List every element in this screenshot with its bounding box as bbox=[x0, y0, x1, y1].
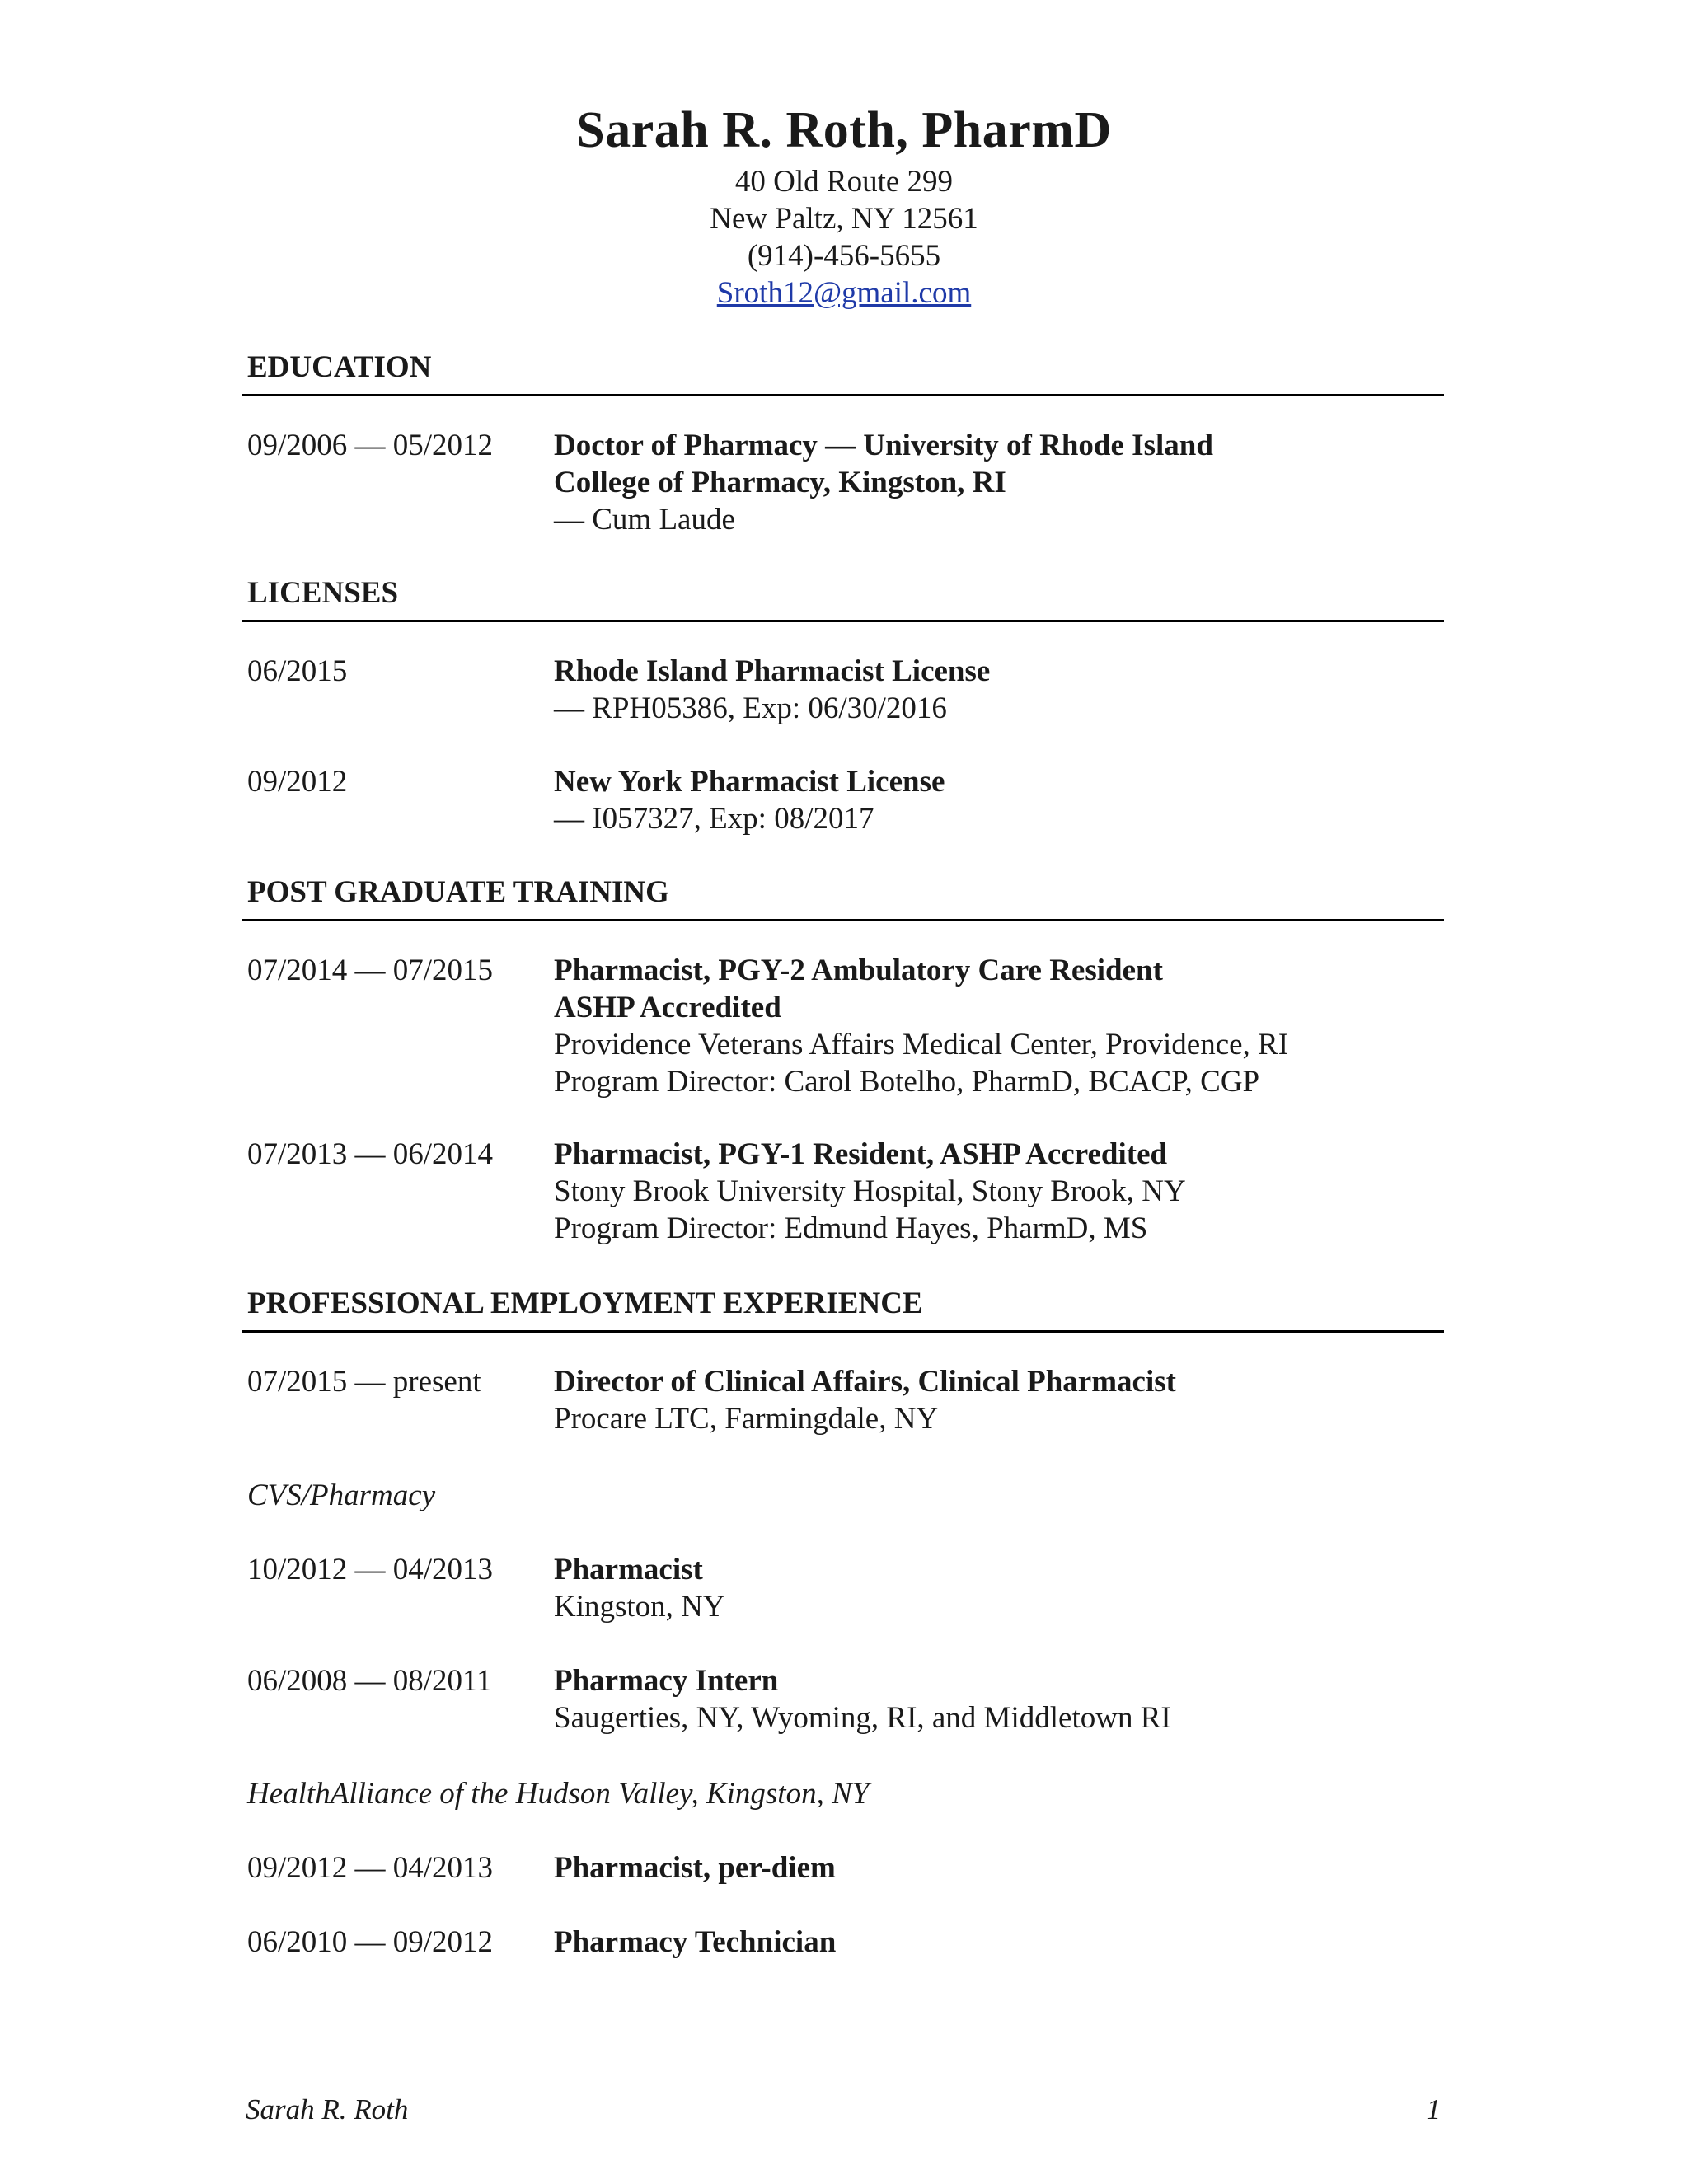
location: Saugerties, NY, Wyoming, RI, and Middletown RI bbox=[554, 1701, 1171, 1735]
entry-details bbox=[554, 1363, 1444, 1437]
entry-dates: 07/2015 — present bbox=[247, 1365, 481, 1399]
address-line-1: 40 Old Route 299 bbox=[734, 165, 954, 199]
location: Providence Veterans Affairs Medical Center, Providence, RI bbox=[554, 1028, 1289, 1062]
position-title: Pharmacist, PGY-2 Ambulatory Care Resident bbox=[554, 954, 1163, 987]
licenses-section bbox=[246, 575, 1441, 612]
entry-dates: 09/2006 — 05/2012 bbox=[247, 429, 494, 462]
resume-header bbox=[0, 97, 1688, 312]
section-title-training: POST GRADUATE TRAINING bbox=[247, 875, 669, 909]
entry-details bbox=[554, 427, 1444, 538]
phone-number: (914)-456-5655 bbox=[747, 239, 941, 273]
entry-details bbox=[554, 1662, 1444, 1736]
entry-dates: 06/2010 — 09/2012 bbox=[247, 1925, 494, 1959]
entry-details bbox=[554, 1551, 1444, 1625]
entry-dates: 07/2013 — 06/2014 bbox=[247, 1137, 494, 1171]
employment-section bbox=[246, 1286, 1441, 1322]
license-title: New York Pharmacist License bbox=[554, 765, 945, 799]
license-number: — I057327, Exp: 08/2017 bbox=[554, 802, 874, 836]
entry-dates: 06/2008 — 08/2011 bbox=[247, 1664, 492, 1698]
section-divider bbox=[242, 919, 1444, 921]
degree-title: Doctor of Pharmacy — University of Rhode Island bbox=[554, 429, 1213, 462]
position-title: Pharmacy Technician bbox=[554, 1925, 837, 1959]
section-title-licenses: LICENSES bbox=[247, 576, 399, 610]
entry-details bbox=[554, 1849, 1444, 1886]
section-title-employment: PROFESSIONAL EMPLOYMENT EXPERIENCE bbox=[247, 1286, 923, 1320]
position-title: Director of Clinical Affairs, Clinical Pharmacist bbox=[554, 1365, 1176, 1399]
page-number: 1 bbox=[1426, 2093, 1441, 2125]
location: Stony Brook University Hospital, Stony Brook, NY bbox=[554, 1174, 1186, 1208]
entry-dates: 06/2015 bbox=[247, 654, 348, 688]
position-title: Pharmacist, PGY-1 Resident, ASHP Accredited bbox=[554, 1137, 1168, 1171]
candidate-name: Sarah R. Roth, PharmD bbox=[576, 102, 1112, 158]
position-title: Pharmacist bbox=[554, 1553, 703, 1586]
education-section bbox=[246, 349, 1441, 386]
license-title: Rhode Island Pharmacist License bbox=[554, 654, 991, 688]
footer-author: Sarah R. Roth bbox=[246, 2093, 409, 2125]
accreditation: ASHP Accredited bbox=[554, 991, 781, 1024]
section-title-education: EDUCATION bbox=[247, 350, 432, 384]
position-title: Pharmacy Intern bbox=[554, 1664, 779, 1698]
program-director: Program Director: Edmund Hayes, PharmD, MS bbox=[554, 1212, 1148, 1245]
position-title: Pharmacist, per-diem bbox=[554, 1851, 836, 1885]
entry-dates: 10/2012 — 04/2013 bbox=[247, 1553, 494, 1586]
honors: — Cum Laude bbox=[554, 503, 735, 537]
program-director: Program Director: Carol Botelho, PharmD, BCACP, CGP bbox=[554, 1065, 1260, 1099]
section-divider bbox=[242, 394, 1444, 396]
section-divider bbox=[242, 1330, 1444, 1333]
entry-details bbox=[554, 653, 1444, 727]
entry-details bbox=[554, 763, 1444, 837]
license-number: — RPH05386, Exp: 06/30/2016 bbox=[554, 691, 947, 725]
entry-details bbox=[554, 1136, 1444, 1247]
location: Kingston, NY bbox=[554, 1590, 725, 1624]
address-line-2: New Paltz, NY 12561 bbox=[710, 202, 978, 236]
entry-dates: 09/2012 — 04/2013 bbox=[247, 1851, 494, 1885]
employer: Procare LTC, Farmingdale, NY bbox=[554, 1402, 939, 1436]
entry-dates: 09/2012 bbox=[247, 765, 348, 799]
employer-heading-cvs: CVS/Pharmacy bbox=[247, 1479, 436, 1512]
entry-details bbox=[554, 952, 1444, 1100]
entry-details bbox=[554, 1924, 1444, 1961]
training-section bbox=[246, 874, 1441, 911]
entry-dates: 07/2014 — 07/2015 bbox=[247, 954, 494, 987]
section-divider bbox=[242, 620, 1444, 622]
employer-heading-healthalliance: HealthAlliance of the Hudson Valley, Kingston, NY bbox=[247, 1777, 870, 1811]
email-link[interactable]: Sroth12@gmail.com bbox=[716, 276, 972, 310]
institution: College of Pharmacy, Kingston, RI bbox=[554, 466, 1006, 499]
